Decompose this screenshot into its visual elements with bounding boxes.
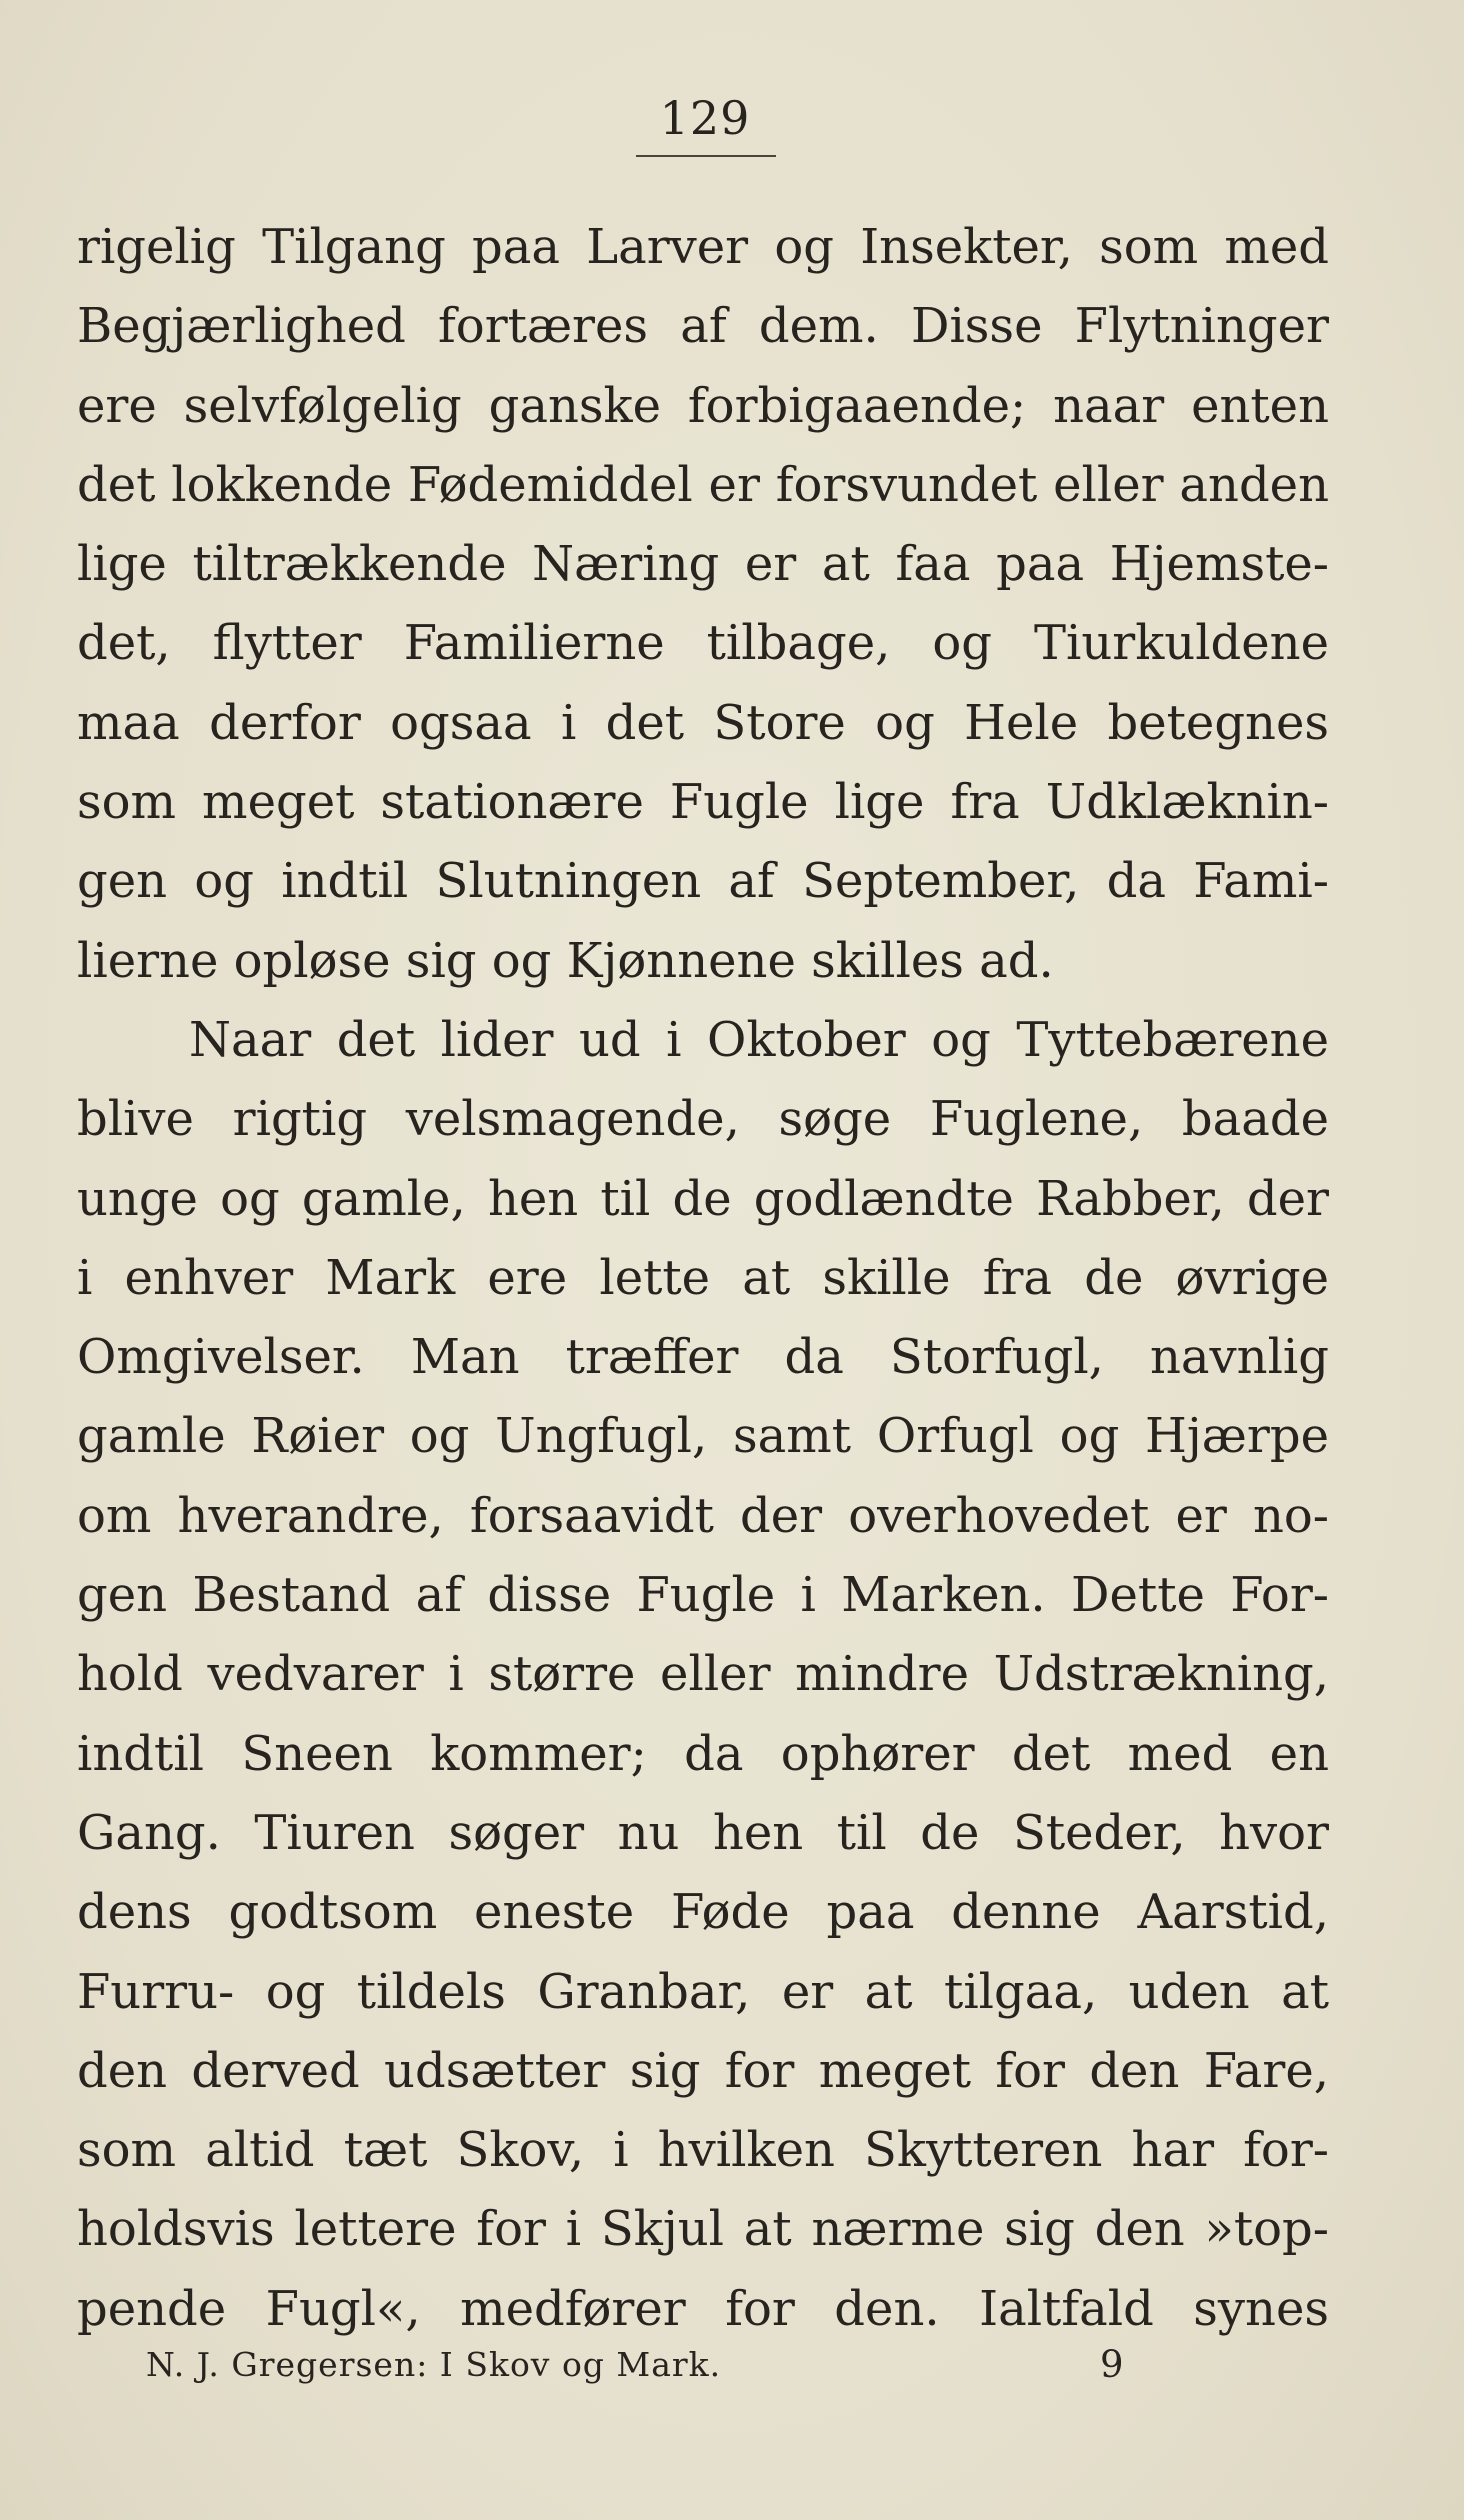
text-line-10: lierne opløse sig og Kjønnene skilles ad. [77,932,1054,989]
footer-sheet-number: 9 [1100,2343,1124,2386]
text-line-19: hold vedvarer i større eller mindre Udstrækning, [77,1646,1329,1703]
text-line-24: den derved udsætter sig for meget for den Fare, [77,2042,1329,2099]
text-line-12: blive rigtig velsmagende, søge Fuglene, baade [77,1091,1329,1148]
text-line-6: det, flytter Familierne tilbage, og Tiurkuldene [77,615,1329,672]
text-line-15: Omgivelser. Man træffer da Storfugl, navnlig [77,1329,1329,1386]
text-line-1: rigelig Tilgang paa Larver og Insekter, som med [77,219,1329,275]
text-line-13: unge og gamle, hen til de godlændte Rabber, der [77,1170,1329,1227]
text-line-22: dens godtsom eneste Føde paa denne Aarstid, [77,1884,1329,1941]
text-line-8: som meget stationære Fugle lige fra Udklæknin- [77,774,1329,831]
body-text [77,208,1329,2349]
text-line-18: gen Bestand af disse Fugle i Marken. Dette For- [77,1567,1329,1624]
text-line-7: maa derfor ogsaa i det Store og Hele betegnes [77,694,1329,751]
text-line-3: ere selvfølgelig ganske forbigaaende; naar enten [77,377,1329,434]
text-line-27: pende Fugl«, medfører for den. Ialtfald synes [77,2280,1329,2337]
text-line-2: Begjærlighed fortæres af dem. Disse Flytninger [77,298,1329,355]
text-line-16: gamle Røier og Ungfugl, samt Orfugl og Hjærpe [77,1408,1329,1465]
page-number-rule [636,155,776,157]
text-line-23: Furru- og tildels Granbar, er at tilgaa, uden at [77,1963,1329,2020]
text-line-5: lige tiltrækkende Næring er at faa paa Hjemste- [77,536,1329,593]
page-number: 129 [659,91,751,145]
text-line-11: Naar det lider ud i Oktober og Tyttebærene [189,1011,1329,1068]
text-line-4: det lokkende Fødemiddel er forsvundet eller anden [77,456,1329,513]
text-line-26: holdsvis lettere for i Skjul at nærme sig den »top- [77,2201,1329,2258]
text-line-25: som altid tæt Skov, i hvilken Skytteren har for- [77,2122,1329,2179]
text-line-9: gen og indtil Slutningen af September, da Fami- [77,853,1329,910]
text-line-14: i enhver Mark ere lette at skille fra de øvrige [77,1249,1329,1306]
text-line-20: indtil Sneen kommer; da ophører det med en [77,1725,1329,1782]
footer-signature: N. J. Gregersen: I Skov og Mark. [146,2345,722,2384]
text-line-21: Gang. Tiuren søger nu hen til de Steder, hvor [77,1804,1329,1861]
text-line-17: om hverandre, forsaavidt der overhovedet er no- [77,1487,1329,1544]
